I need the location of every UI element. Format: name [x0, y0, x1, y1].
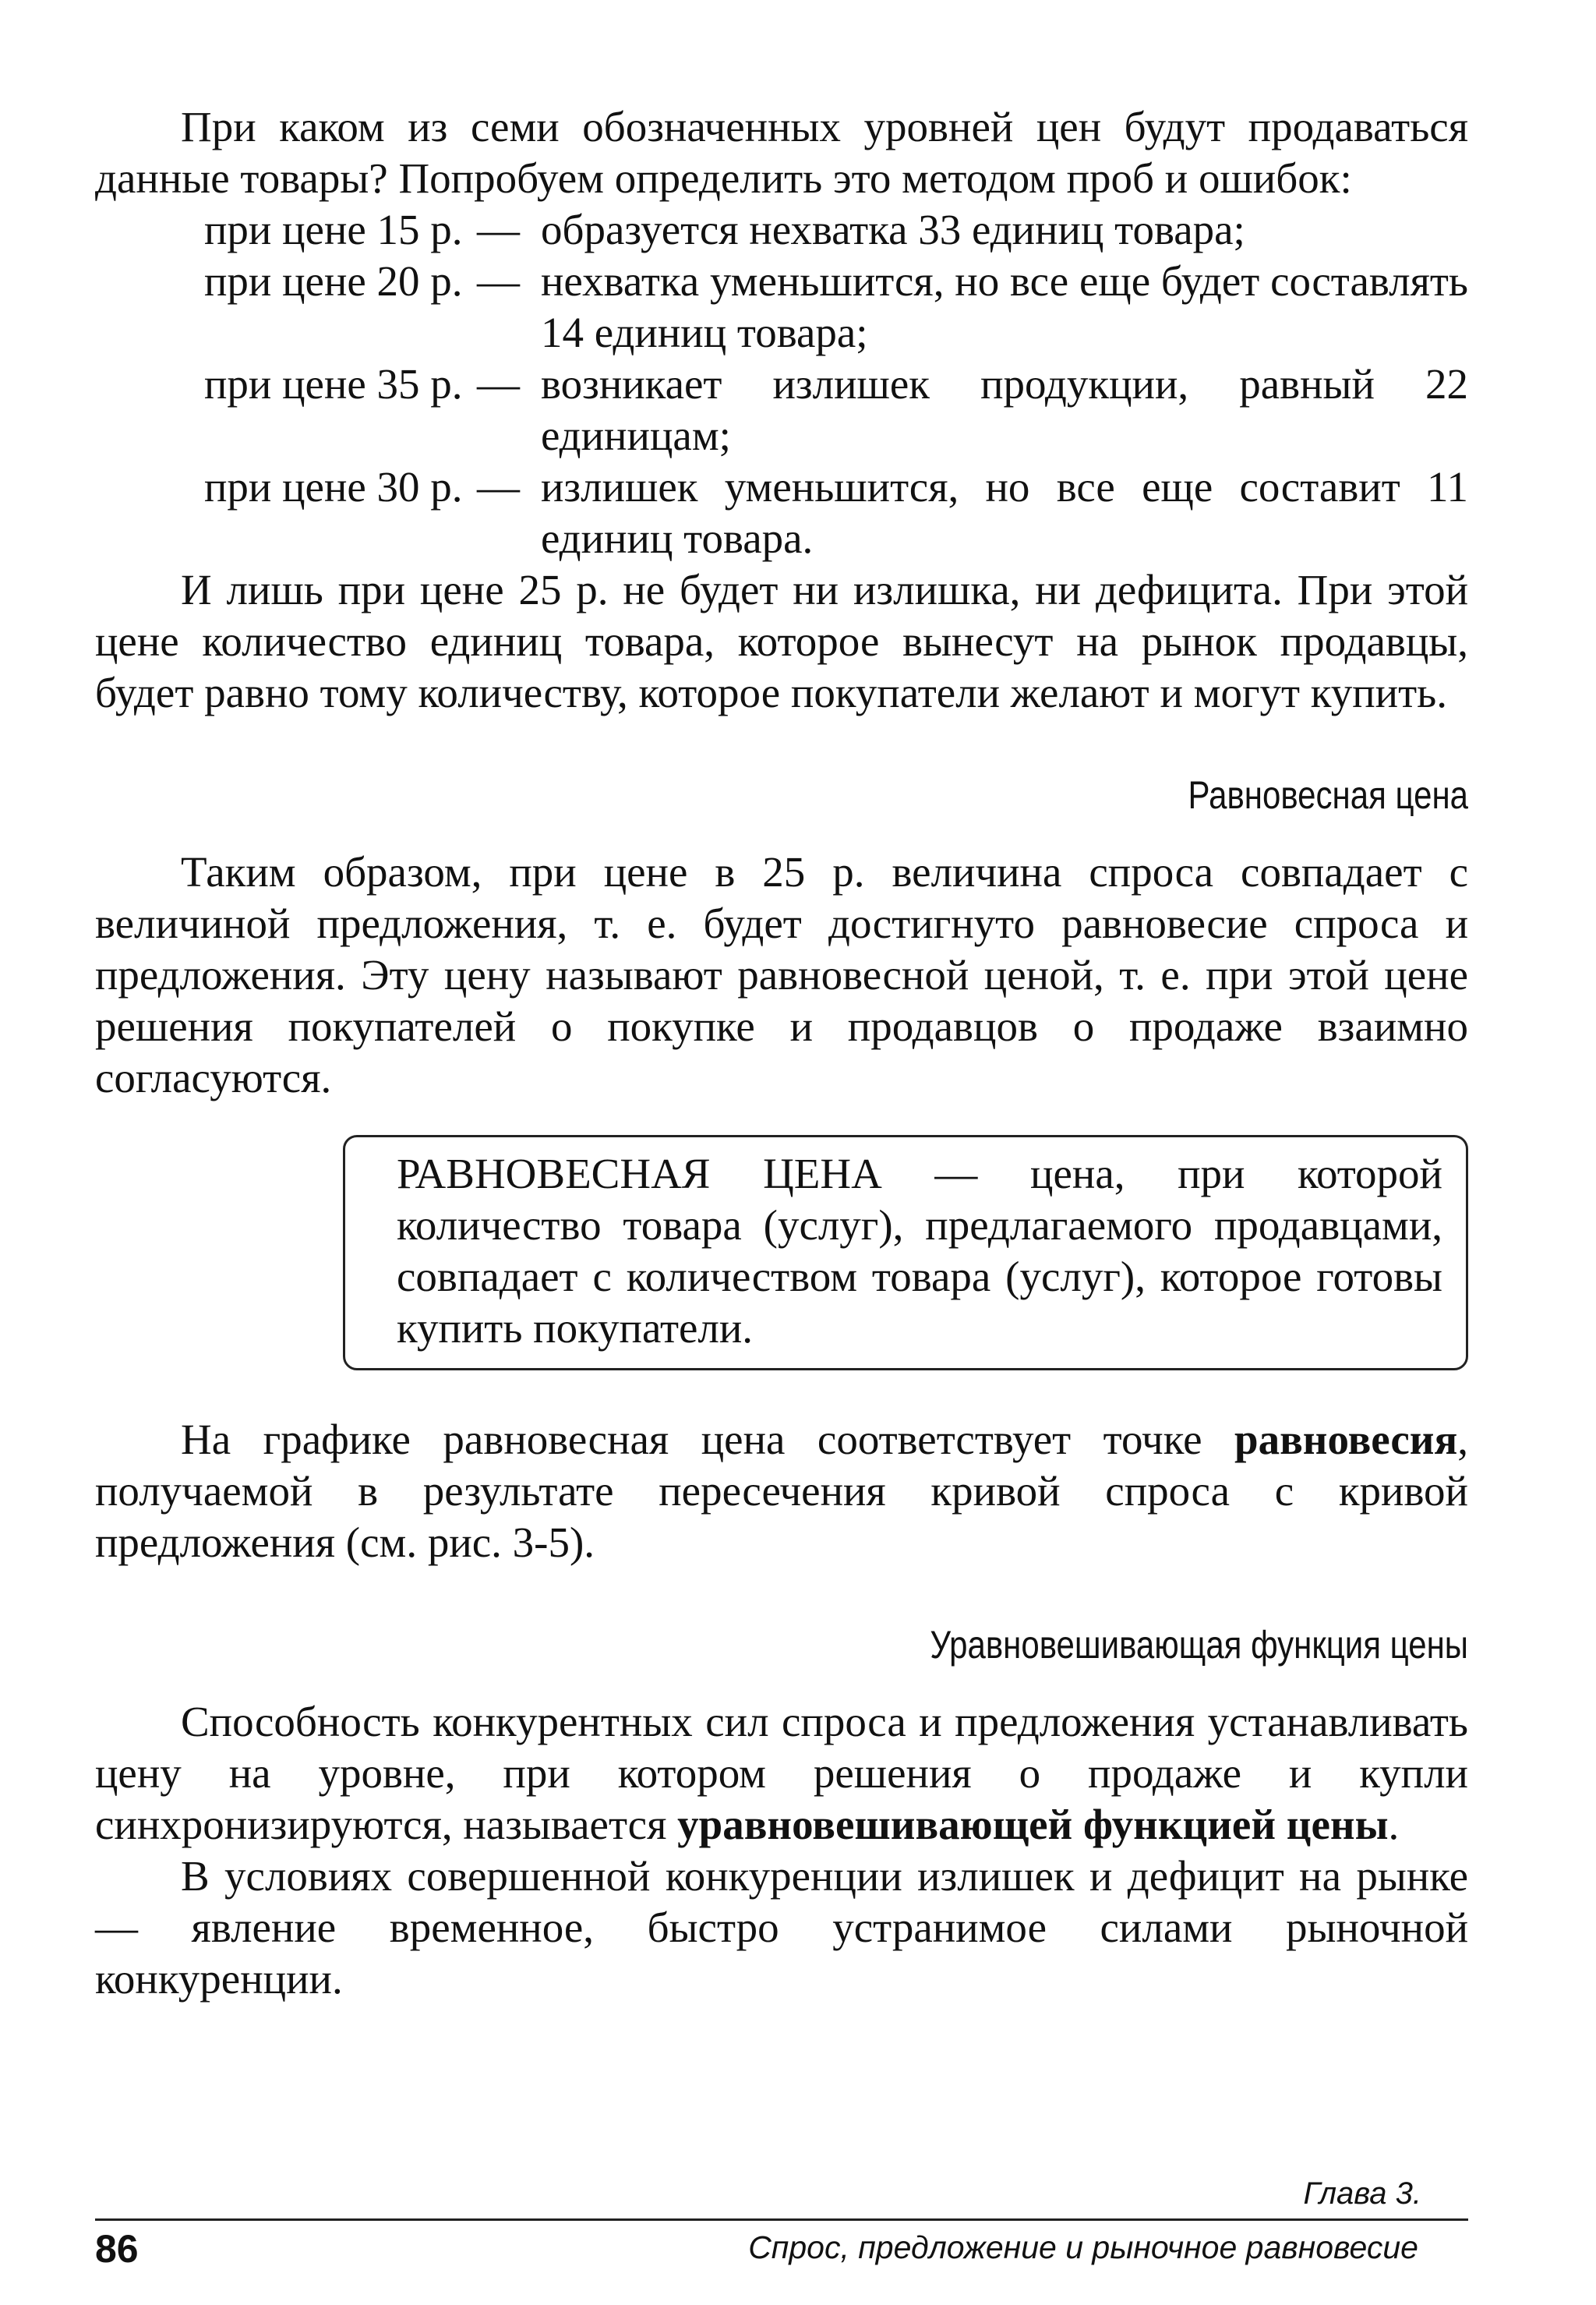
price-trial-row	[95, 359, 1468, 461]
price-trial-row	[95, 204, 1468, 256]
graph-paragraph	[95, 1414, 1468, 1568]
price-trial-row	[95, 256, 1468, 359]
price-trial-price: при цене 15 р.	[204, 206, 463, 253]
equilibrium-paragraph: Таким образом, при цене в 25 р. величина спроса совпадает с величиной предложения, т. е. будет достигнуто равновесие спроса и предложения. Эту цену называют равновесной ценой, т. е. при этой цене решения покупателей о покупке и продавцов о продаже взаимно согласуются.	[95, 848, 1468, 1101]
price-trials-list	[95, 204, 1468, 564]
price-trial-row	[95, 461, 1468, 564]
section-heading-equilibrium-price: Равновесная цена	[1188, 773, 1468, 817]
footer-divider	[95, 2218, 1468, 2221]
price-trial-price: при цене 20 р.	[204, 257, 463, 305]
term-balancing-function: уравновешивающей функцией цены	[677, 1801, 1389, 1848]
definition-text: РАВНОВЕСНАЯ ЦЕНА — цена, при которой количество товара (услуг), предлагаемого продавцами, совпадает с количеством товара (услуг), которое готовы купить покупатели.	[397, 1150, 1442, 1352]
term-equilibrium: равновесия	[1234, 1416, 1458, 1463]
intro-paragraph: При каком из семи обозначенных уровней цен будут продаваться данные товары? Попробуем определить это методом проб и ошибок:	[95, 103, 1468, 202]
footer-chapter-title: Спрос, предложение и рыночное равновесие	[748, 2229, 1418, 2265]
page-footer	[95, 2175, 1468, 2284]
balancing-paragraph-end: .	[1388, 1801, 1400, 1848]
price-trial-result: образуется нехватка 33 единиц товара;	[541, 206, 1245, 253]
price-trial-dash: —	[477, 360, 520, 408]
balancing-paragraph	[95, 1696, 1468, 1851]
price-trial-result: нехватка уменьшится, но все еще будет составлять 14 единиц товара;	[541, 257, 1468, 356]
price-trial-dash: —	[477, 257, 520, 305]
conclusion-paragraph: И лишь при цене 25 р. не будет ни излишка, ни дефицита. При этой цене количество единиц товара, которое вынесут на рынок продавцы, будет равно тому количеству, которое покупатели желают и могут купить.	[95, 566, 1468, 716]
price-trial-result: излишек уменьшится, но все еще составит 11 единиц товара.	[541, 463, 1468, 562]
competition-paragraph: В условиях совершенной конкуренции излишек и дефицит на рынке — явление временное, быстро устранимое силами рыночной конкуренции.	[95, 1852, 1468, 2003]
page-body	[95, 101, 1468, 2005]
footer-chapter: Глава 3.	[1303, 2176, 1421, 2211]
price-trial-dash: —	[477, 463, 520, 511]
page-number: 86	[95, 2227, 139, 2271]
section-heading-balancing-function: Уравновешивающая функция цены	[930, 1623, 1468, 1667]
graph-paragraph-text-end: , получаемой в результате пересечения кривой спроса с кривой предложения (см. рис. 3-5).	[95, 1416, 1468, 1566]
price-trial-price: при цене 30 р.	[204, 463, 463, 511]
price-trial-result: возникает излишек продукции, равный 22 единицам;	[541, 360, 1468, 459]
price-trial-price: при цене 35 р.	[204, 360, 463, 408]
graph-paragraph-text: На графике равновесная цена соответствует точке	[181, 1416, 1234, 1463]
definition-box	[343, 1135, 1468, 1370]
price-trial-dash: —	[477, 206, 520, 253]
balancing-paragraph-text: Способность конкурентных сил спроса и предложения устанавливать цену на уровне, при котором решения о продаже и купли синхронизируются, называется	[95, 1698, 1468, 1848]
